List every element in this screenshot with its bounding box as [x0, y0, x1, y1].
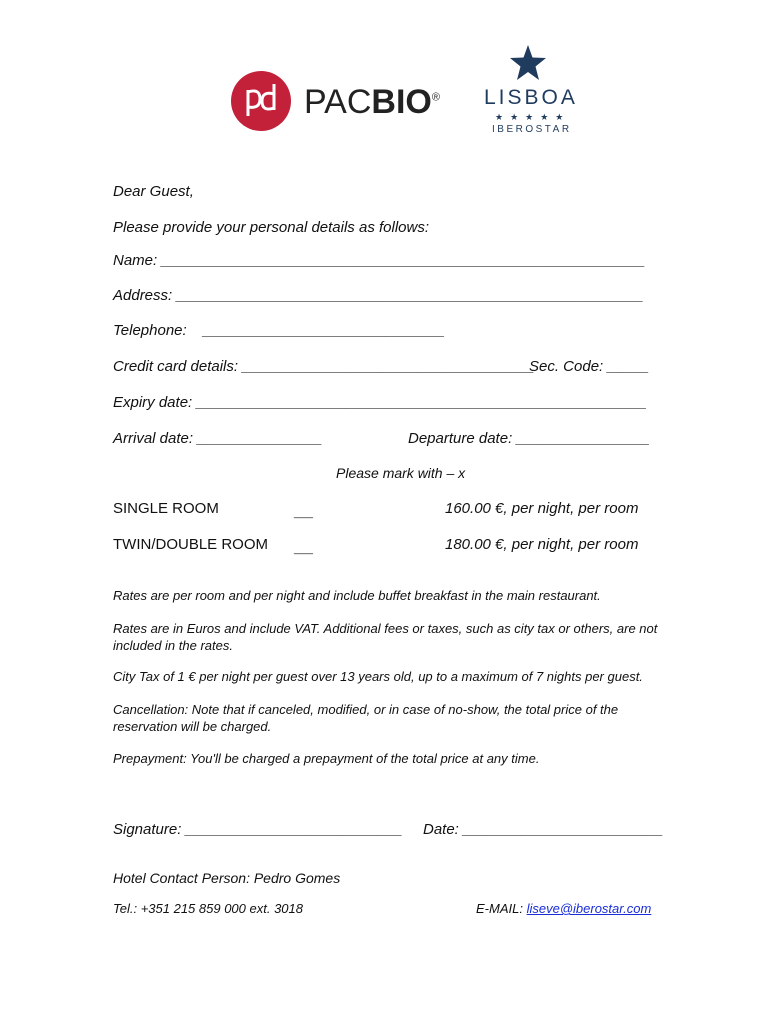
room-mark-double[interactable]: __ [294, 537, 313, 556]
credit-card-field[interactable]: Credit card details: ___________________________________ [113, 358, 535, 375]
note-cancellation: Cancellation: Note that if canceled, modified, or in case of no-show, the total price of the reservation will be charged. [113, 702, 619, 734]
email-link[interactable]: liseve@iberostar.com [526, 901, 652, 916]
arrival-date-field[interactable]: Arrival date: _______________ [113, 430, 323, 447]
address-field[interactable]: Address: ________________________________________________________ [113, 287, 644, 304]
name-field[interactable]: Name: __________________________________________________________ [113, 252, 646, 269]
iberostar-lisboa-logo [478, 44, 578, 139]
email-label: E-MAIL: [476, 901, 527, 916]
intro-text: Please provide your personal details as follows: [113, 219, 430, 236]
telephone-label: Telephone: [113, 322, 187, 339]
contact-person: Hotel Contact Person: Pedro Gomes [113, 870, 341, 886]
pacbio-registered-mark: ® [431, 91, 440, 104]
hotel-stars: ★★★★★ [495, 112, 571, 122]
contact-telephone: Tel.: +351 215 859 000 ext. 3018 [113, 901, 303, 916]
room-type-double: TWIN/DOUBLE ROOM [113, 536, 269, 553]
note-rates-breakfast: Rates are per room and per night and include buffet breakfast in the main restaurant. [113, 588, 601, 603]
pacbio-emblem-icon [230, 70, 292, 132]
iberostar-wordmark: IBEROSTAR [492, 124, 572, 135]
mark-instruction: Please mark with – x [336, 465, 466, 481]
note-city-tax: City Tax of 1 € per night per guest over 13 years old, up to a maximum of 7 nights per guest. [113, 669, 643, 684]
room-rate-double: 180.00 €, per night, per room [445, 536, 639, 553]
lisboa-wordmark: LISBOA [484, 86, 578, 109]
room-type-single: SINGLE ROOM [113, 500, 219, 517]
note-rates-vat-block [113, 620, 693, 654]
pacbio-pac: PAC [304, 83, 372, 121]
greeting: Dear Guest, [113, 183, 194, 200]
expiry-date-field[interactable]: Expiry date: ______________________________________________________ [113, 394, 647, 411]
pacbio-logo [230, 70, 440, 130]
note-rates-vat: Rates are in Euros and include VAT. Additional fees or taxes, such as city tax or others, are not included in the rates. [113, 621, 658, 653]
pacbio-bio: BIO [371, 83, 432, 121]
star-icon [508, 44, 548, 82]
contact-email [476, 901, 651, 916]
room-mark-single[interactable]: __ [294, 501, 313, 520]
room-rate-single: 160.00 €, per night, per room [445, 500, 639, 517]
pacbio-wordmark [304, 83, 440, 122]
date-field[interactable]: Date: ________________________ [423, 821, 664, 838]
note-prepayment: Prepayment: You'll be charged a prepayment of the total price at any time. [113, 751, 540, 766]
signature-field[interactable]: Signature: __________________________ [113, 821, 403, 838]
telephone-field[interactable]: _____________________________ [203, 322, 445, 339]
departure-date-field[interactable]: Departure date: ________________ [408, 430, 650, 447]
note-cancellation-block [113, 701, 683, 735]
sec-code-field[interactable]: Sec. Code: _____ [529, 358, 650, 375]
